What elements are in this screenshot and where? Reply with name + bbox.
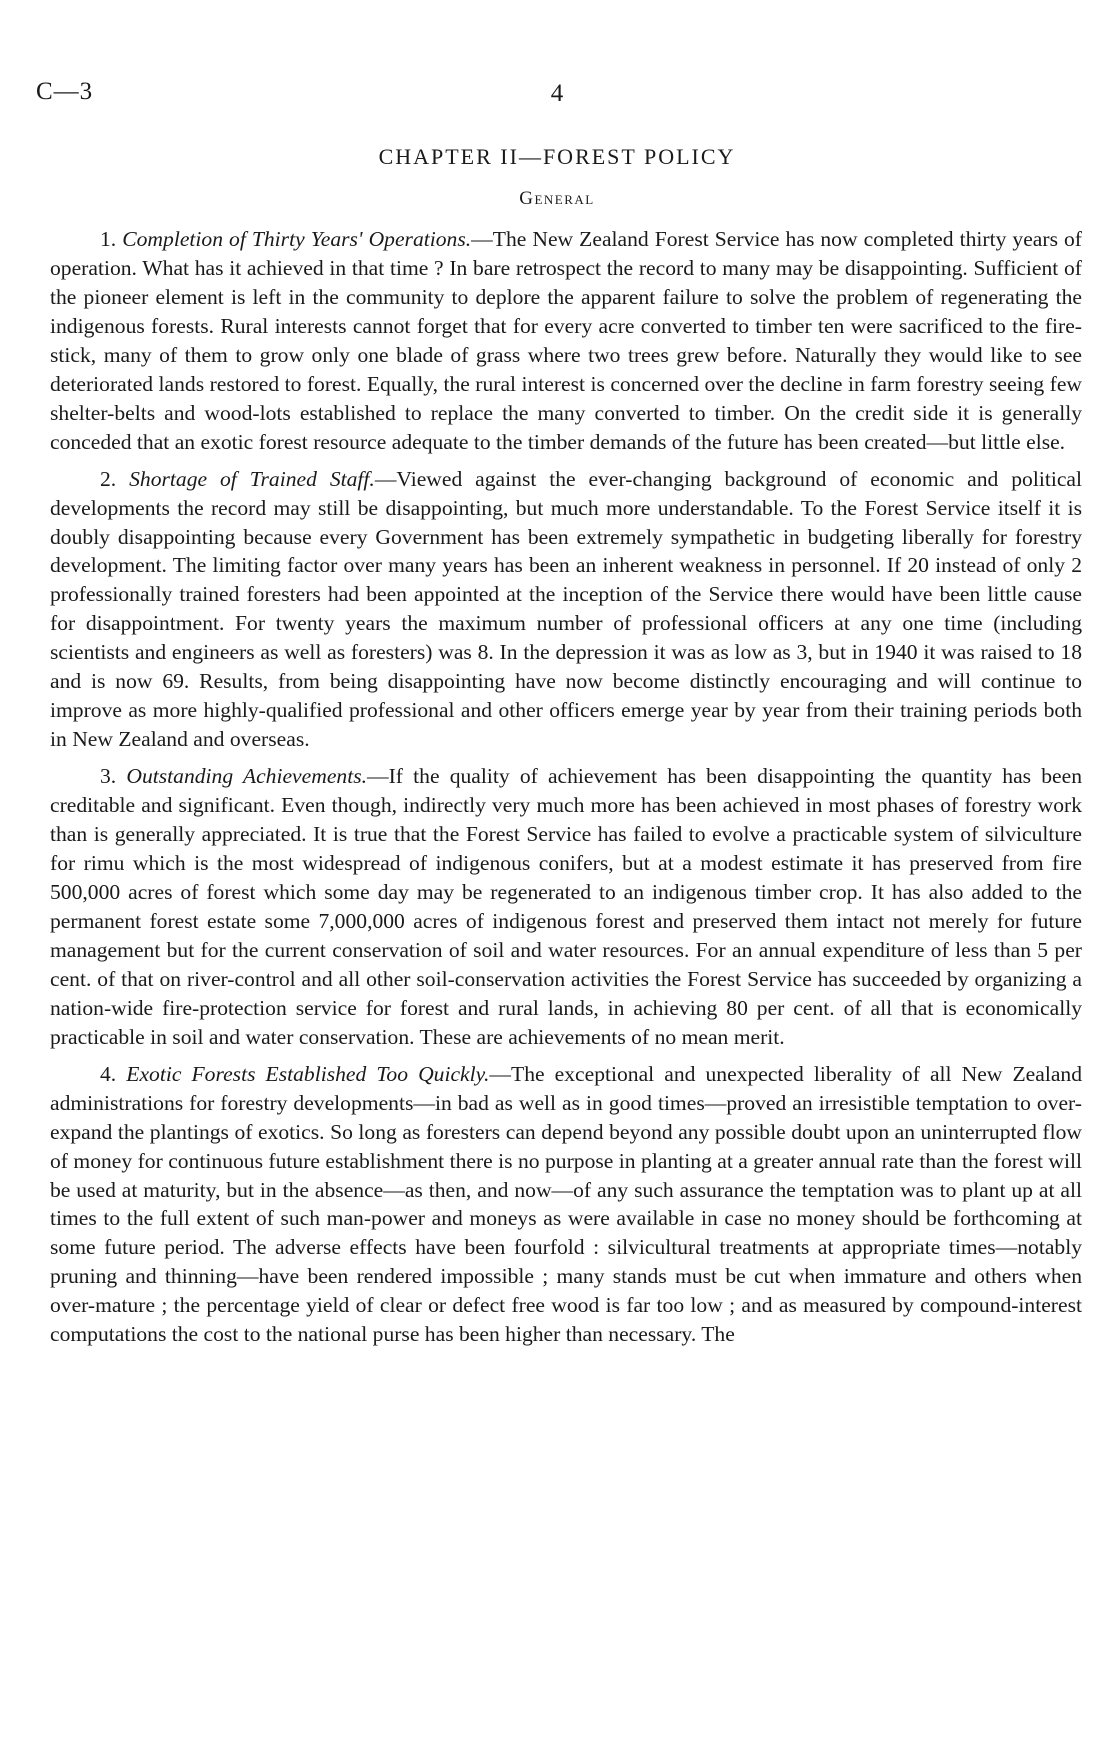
paragraph-text: —The exceptional and unexpected liberality of all New Zealand administrations for forestry developments—in bad as well as in good times—proved an irresistible temptation to over-expand the plantings of exotics. So long as foresters can depend beyond any possible doubt upon an uninterrupted flow of money for continuous future establishment there is no purpose in planting at a greater annual rate than the forest will be used at maturity, but in the absence—as then, and now—of any such assurance the temptation was to plant up at all times to the full extent of such man-power and moneys as were available in case no money should be forthcoming at some future period. The adverse effects have been fourfold : silvicultural treatments at appropriate times—notably pruning and thinning—have been rendered impossible ; many stands must be cut when immature and others when over-mature ; the percentage yield of clear or defect free wood is far too low ; and as measured by compound-interest computations the cost to the national purse has been higher than necessary. The bbox=[50, 1061, 1082, 1347]
page-reference: C—3 bbox=[36, 78, 94, 105]
paragraph-2 bbox=[50, 465, 1082, 755]
paragraph-text: —The New Zealand Forest Service has now completed thirty years of operation. What has it achieved in that time ? In bare retrospect the record to many may be disappointing. Sufficient of the pioneer element is left in the community to deplore the apparent failure to solve the problem of regenerating the indigenous forests. Rural interests cannot forget that for every acre converted to timber ten were sacrificed to the fire-stick, many of them to grow only one blade of grass where two trees grew before. Naturally they would like to see deteriorated lands restored to forest. Equally, the rural interest is concerned over the decline in farm forestry seeing few shelter-belts and wood-lots established to replace the many converted to timber. On the credit side it is generally conceded that an exotic forest resource adequate to the timber demands of the future has been created—but little else. bbox=[50, 227, 1082, 454]
chapter-title: CHAPTER II—FOREST POLICY bbox=[378, 144, 736, 169]
paragraph-3 bbox=[50, 762, 1082, 1052]
page-number: 4 bbox=[550, 80, 564, 107]
paragraph-number: 3. bbox=[100, 764, 127, 789]
paragraph-1 bbox=[50, 225, 1082, 457]
paragraph-text: —If the quality of achievement has been disappointing the quantity has been creditable and significant. Even though, indirectly very much more has been achieved in most phases of forestry work than is generally appreciated. It is true that the Forest Service has failed to evolve a practicable system of silviculture for rimu which is the most widespread of indigenous conifers, but at a modest estimate it has preserved from fire 500,000 acres of forest which some day may be regenerated to an indigenous timber crop. It has also added to the permanent forest estate some 7,000,000 acres of indigenous forest and preserved them intact not merely for future management but for the current conservation of soil and water resources. For an annual expenditure of less than 5 per cent. of that on river-control and all other soil-conservation activities the Forest Service has succeeded by organizing a nation-wide fire-protection service for forest and rural lands, in achieving 80 per cent. of all that is economically practicable in soil and water conservation. These are achievements of no mean merit. bbox=[50, 764, 1083, 1049]
paragraph-number: 1. bbox=[100, 227, 123, 251]
paragraph-title: Outstanding Achievements. bbox=[126, 764, 368, 789]
paragraph-number: 2. bbox=[100, 466, 130, 491]
paragraph-4 bbox=[50, 1060, 1082, 1350]
paragraph-title: Exotic Forests Established Too Quickly. bbox=[126, 1061, 490, 1086]
section-heading: General bbox=[519, 188, 595, 209]
paragraph-text: —Viewed against the ever-changing background of economic and political developments the record may still be disappointing, but much more understandable. To the Forest Service itself it is doubly disappointing because every Government has been extremely sympathetic in budgeting liberally for forestry development. The limiting factor over many years has been an inherent weakness in personnel. If 20 instead of only 2 professionally trained foresters had been appointed at the inception of the Service there would have been little cause for disappointment. For twenty years the maximum number of professional officers at any one time (including scientists and engineers as well as foresters) was 8. In the depression it was as low as 3, but in 1940 it was raised to 18 and is now 69. Results, from being disappointing have now become distinctly encouraging and will continue to improve as more highly-qualified professional and other officers emerge year by year from their training periods both in New Zealand and overseas. bbox=[50, 466, 1082, 752]
body-text bbox=[50, 225, 1082, 1357]
paragraph-number: 4. bbox=[100, 1061, 127, 1086]
paragraph-title: Shortage of Trained Staff. bbox=[129, 466, 375, 491]
paragraph-title: Completion of Thirty Years' Operations. bbox=[122, 227, 472, 251]
